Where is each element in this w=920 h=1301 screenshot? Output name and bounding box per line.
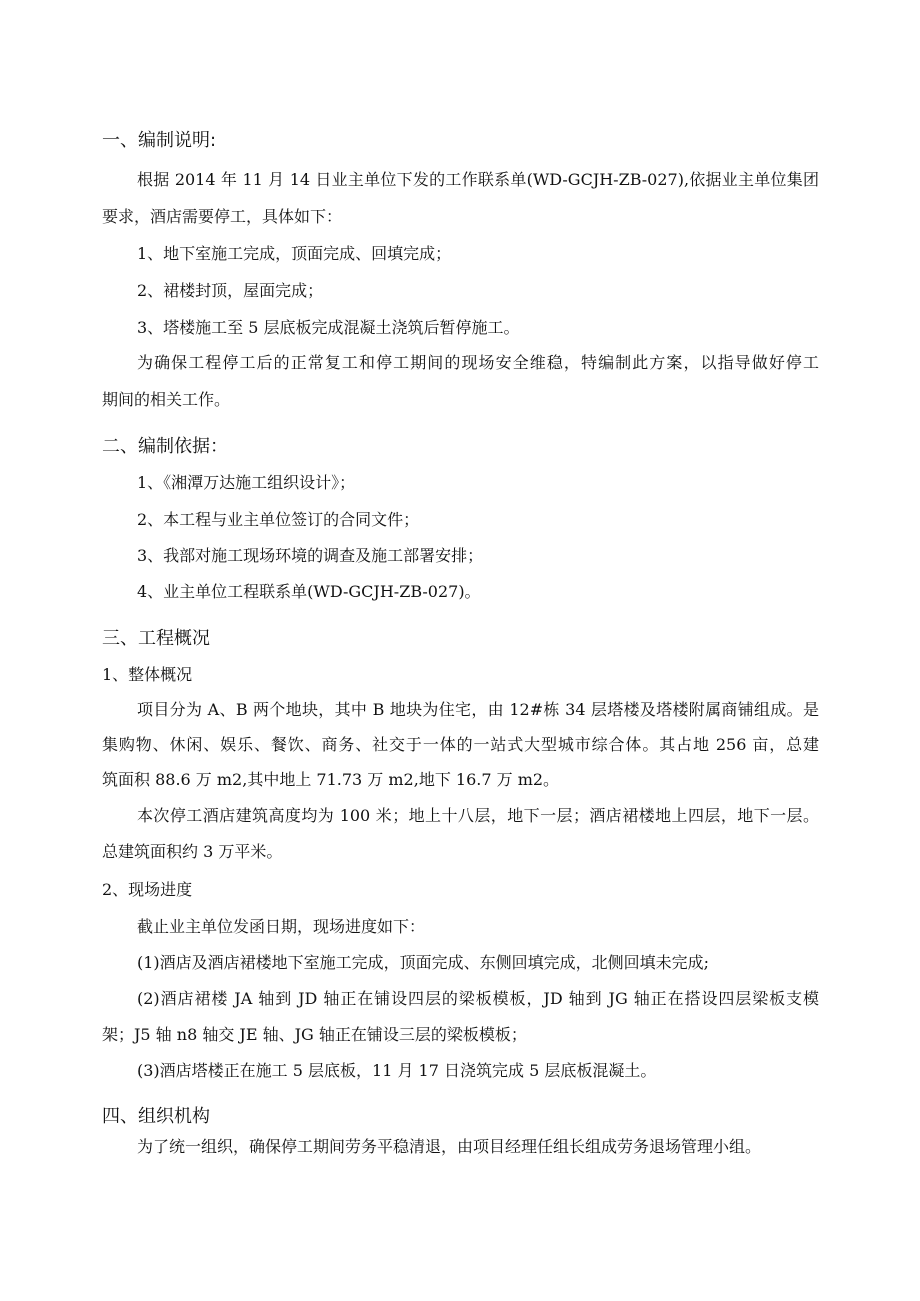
paragraph-line: 筑面积 88.6 万 m2,其中地上 71.73 万 m2,地下 16.7 万 m2。	[102, 770, 560, 789]
list-item: 3、塔楼施工至 5 层底板完成混凝土浇筑后暂停施工。	[137, 318, 520, 337]
paragraph-line: 根据 2014 年 11 月 14 日业主单位下发的工作联系单(WD-GCJH-ZB-027),依据业主单位集团	[137, 170, 819, 189]
paragraph-line: 截止业主单位发函日期，现场进度如下：	[137, 917, 426, 936]
list-item: 2、本工程与业主单位签订的合同文件；	[137, 510, 420, 529]
section-heading: 三、工程概况	[102, 628, 210, 649]
paragraph-line: 本次停工酒店建筑高度均为 100 米；地上十八层，地下一层；酒店裙楼地上四层，地下一层。	[137, 806, 819, 825]
section-heading: 二、编制依据：	[102, 436, 228, 457]
paragraph-line: 项目分为 A、B 两个地块，其中 B 地块为住宅，由 12#栋 34 层塔楼及塔楼附属商铺组成。是	[137, 700, 819, 719]
list-item: (1)酒店及酒店裙楼地下室施工完成，顶面完成、东侧回填完成，北侧回填未完成;	[137, 953, 710, 972]
section-heading: 四、组织机构	[102, 1106, 210, 1127]
subsection-heading: 2、现场进度	[102, 880, 193, 899]
list-item: 3、我部对施工现场环境的调查及施工部署安排；	[137, 546, 484, 565]
paragraph-line: 要求，酒店需要停工，具体如下：	[102, 207, 343, 226]
paragraph-line: 为了统一组织，确保停工期间劳务平稳清退，由项目经理任组长组成劳务退场管理小组。	[137, 1137, 762, 1156]
paragraph-line: 集购物、休闲、娱乐、餐饮、商务、社交于一体的一站式大型城市综合体。其占地 256 亩，总建	[102, 735, 819, 754]
paragraph-line: 总建筑面积约 3 万平米。	[102, 842, 283, 861]
list-item: 架；J5 轴 n8 轴交 JE 轴、JG 轴正在铺设三层的梁板模板；	[102, 1025, 527, 1044]
list-item: 1、地下室施工完成，顶面完成、回填完成；	[137, 244, 452, 263]
paragraph-line: 为确保工程停工后的正常复工和停工期间的现场安全维稳，特编制此方案，以指导做好停工	[137, 353, 819, 372]
list-item: (3)酒店塔楼正在施工 5 层底板，11 月 17 日浇筑完成 5 层底板混凝土。	[137, 1061, 657, 1080]
list-item: 1、《湘潭万达施工组织设计》；	[137, 473, 356, 492]
paragraph-line: 期间的相关工作。	[102, 390, 231, 409]
subsection-heading: 1、整体概况	[102, 665, 193, 684]
section-heading: 一、编制说明:	[102, 130, 217, 151]
list-item: 2、裙楼封顶，屋面完成；	[137, 281, 324, 300]
list-item: (2)酒店裙楼 JA 轴到 JD 轴正在铺设四层的梁板模板，JD 轴到 JG 轴正在搭设四层梁板支模	[137, 989, 819, 1008]
list-item: 4、业主单位工程联系单(WD-GCJH-ZB-027)。	[137, 582, 481, 601]
